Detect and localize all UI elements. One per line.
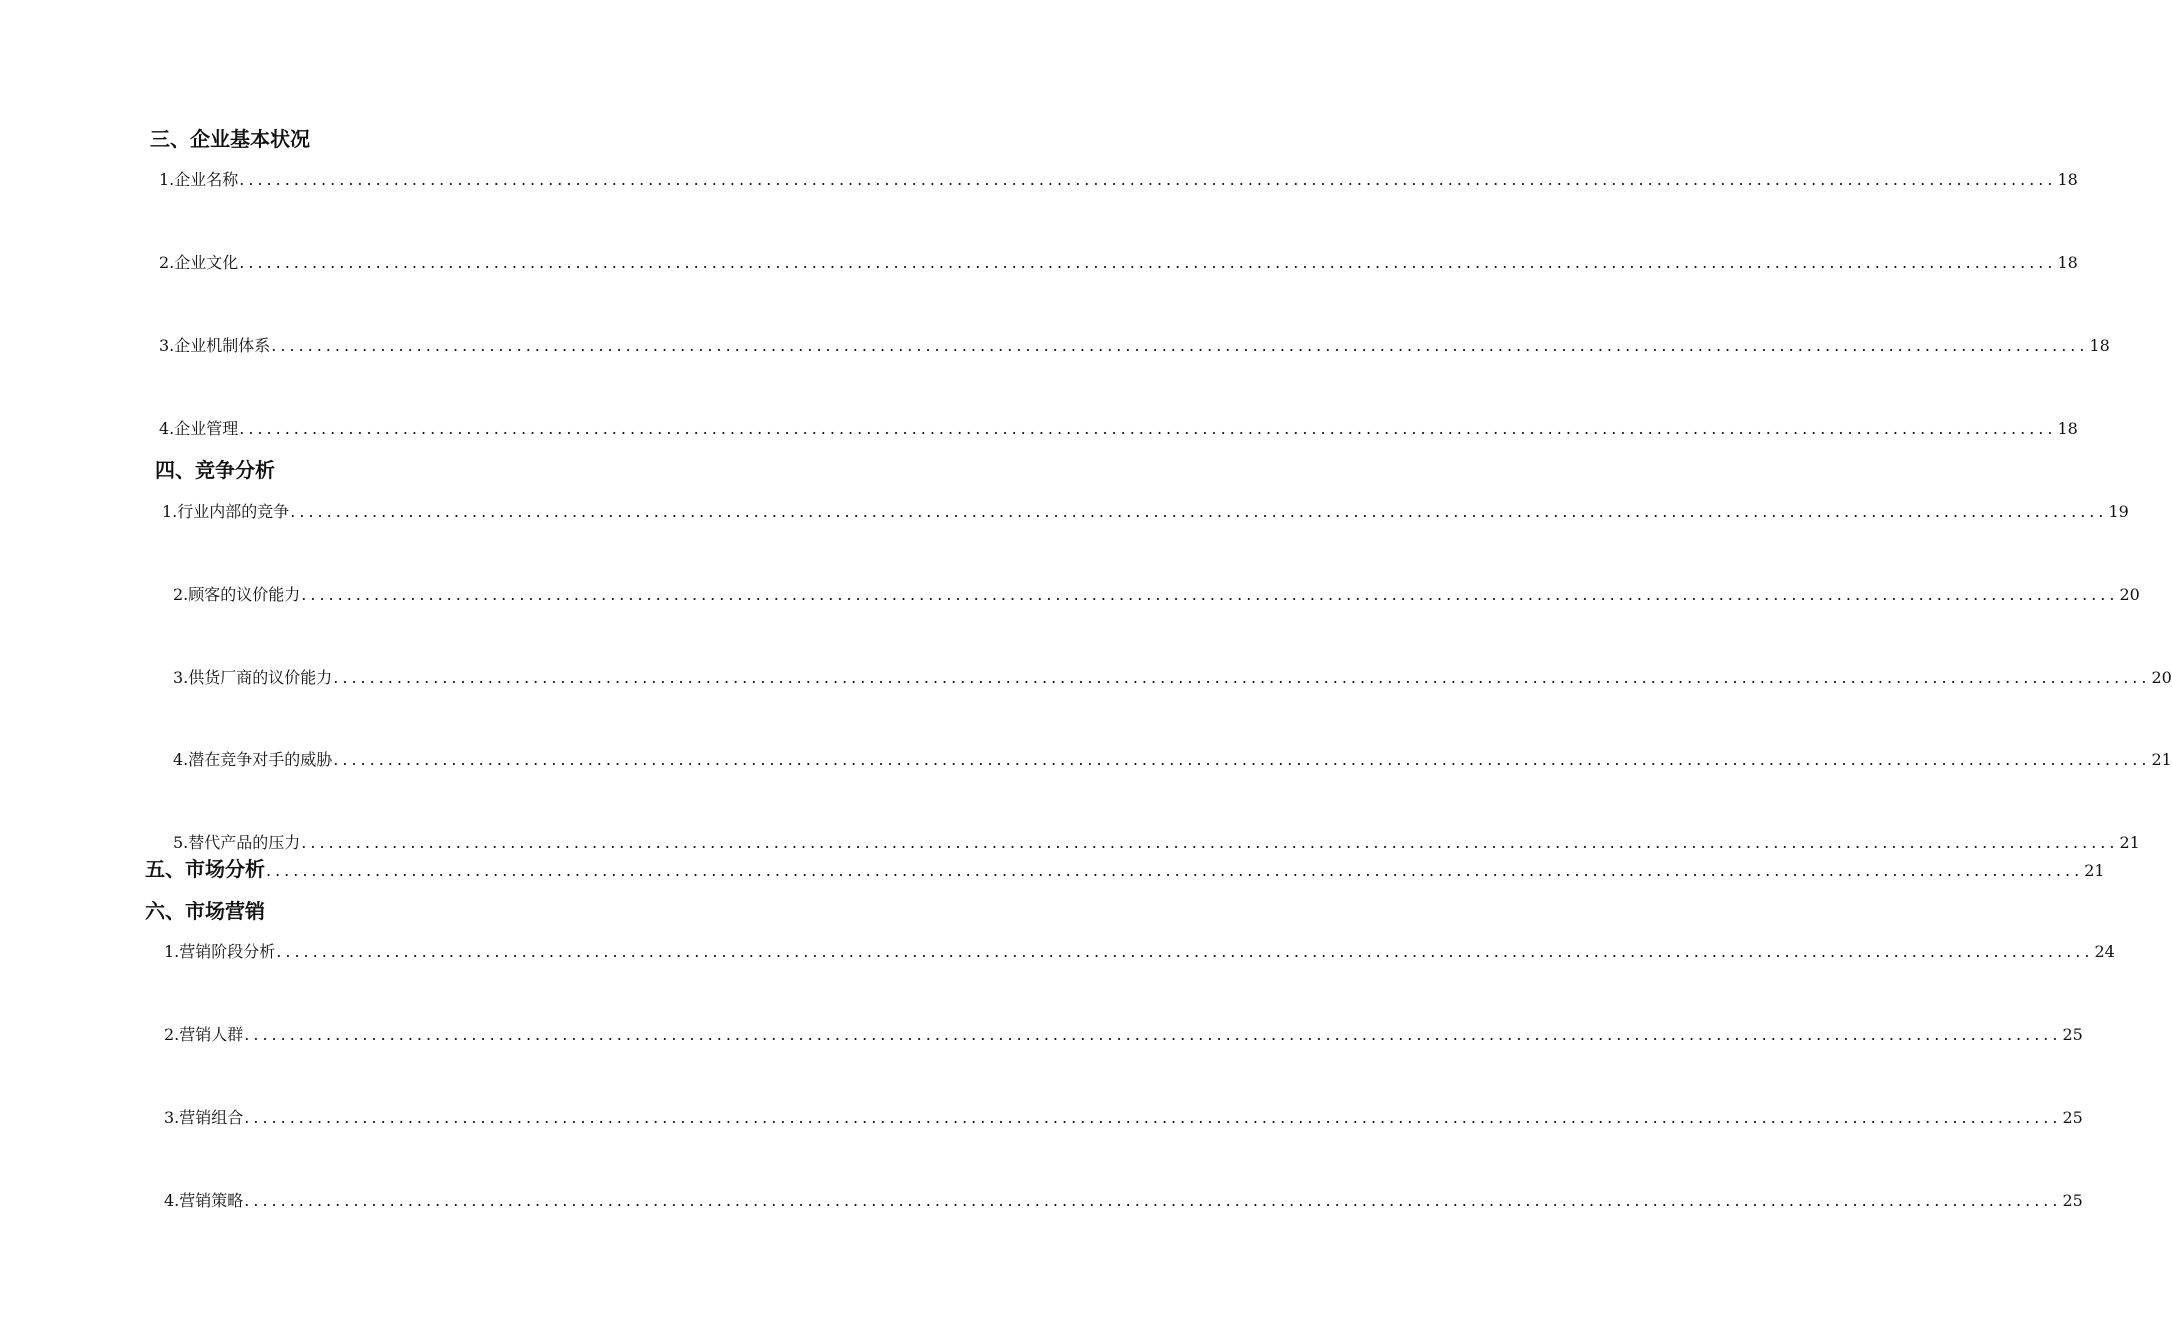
toc-entry-label: 4.营销策略: [164, 1191, 244, 1210]
toc-entry-page: 21: [2084, 861, 2105, 880]
toc-entry-page: 19: [2108, 502, 2129, 521]
section-heading-5: 五、市场分析: [145, 857, 265, 881]
toc-entry-page: 20: [2119, 585, 2140, 604]
toc-heading-entry-5[interactable]: [145, 856, 2105, 882]
dot-leader: ........................................................................................................................................................................................................: [266, 861, 2084, 880]
dot-leader: ........................................................................................................................................................................................................: [244, 1108, 2062, 1127]
toc-entry-label: 1.行业内部的竞争: [162, 502, 290, 521]
toc-entry[interactable]: [164, 1107, 2083, 1129]
toc-entry-page: 25: [2062, 1191, 2083, 1210]
dot-leader: ........................................................................................................................................................................................................: [239, 419, 2057, 438]
dot-leader: ........................................................................................................................................................................................................: [271, 336, 2089, 355]
section-heading-4: 四、竞争分析: [155, 458, 275, 482]
dot-leader: ........................................................................................................................................................................................................: [276, 942, 2094, 961]
toc-entry-label: 4.潜在竞争对手的威胁: [173, 750, 333, 769]
toc-entry-label: 3.供货厂商的议价能力: [173, 668, 333, 687]
toc-entry[interactable]: [164, 1190, 2083, 1212]
toc-entry[interactable]: [173, 667, 2172, 689]
dot-leader: ........................................................................................................................................................................................................: [244, 1025, 2062, 1044]
dot-leader: ........................................................................................................................................................................................................: [239, 170, 2057, 189]
toc-entry-page: 18: [2057, 419, 2078, 438]
dot-leader: ........................................................................................................................................................................................................: [244, 1191, 2062, 1210]
toc-entry-label: 1.企业名称: [159, 170, 239, 189]
toc-entry-page: 24: [2094, 942, 2115, 961]
toc-entry-page: 21: [2151, 750, 2172, 769]
section-heading-3: 三、企业基本状况: [150, 127, 310, 151]
toc-entry[interactable]: [162, 501, 2129, 523]
dot-leader: ........................................................................................................................................................................................................: [333, 668, 2151, 687]
toc-entry-page: 18: [2089, 336, 2110, 355]
toc-entry[interactable]: [173, 832, 2140, 854]
dot-leader: ........................................................................................................................................................................................................: [333, 750, 2151, 769]
toc-entry[interactable]: [173, 584, 2140, 606]
toc-entry[interactable]: [173, 749, 2172, 771]
toc-entry[interactable]: [164, 1024, 2083, 1046]
toc-entry-page: 20: [2151, 668, 2172, 687]
toc-entry[interactable]: [159, 169, 2078, 191]
toc-entry-label: 1.营销阶段分析: [164, 942, 276, 961]
toc-entry[interactable]: [164, 941, 2115, 963]
dot-leader: ........................................................................................................................................................................................................: [290, 502, 2108, 521]
toc-entry-page: 18: [2057, 170, 2078, 189]
toc-entry-label: 2.企业文化: [159, 253, 239, 272]
dot-leader: ........................................................................................................................................................................................................: [301, 585, 2119, 604]
dot-leader: ........................................................................................................................................................................................................: [301, 833, 2119, 852]
toc-entry[interactable]: [159, 335, 2110, 357]
toc-entry-label: 3.企业机制体系: [159, 336, 271, 355]
toc-entry-label: 2.营销人群: [164, 1025, 244, 1044]
toc-entry-page: 25: [2062, 1108, 2083, 1127]
toc-entry-page: 18: [2057, 253, 2078, 272]
dot-leader: ........................................................................................................................................................................................................: [239, 253, 2057, 272]
toc-entry-page: 21: [2119, 833, 2140, 852]
section-heading-6: 六、市场营销: [145, 899, 265, 923]
toc-entry-label: 3.营销组合: [164, 1108, 244, 1127]
toc-entry[interactable]: [159, 418, 2078, 440]
toc-entry[interactable]: [159, 252, 2078, 274]
toc-entry-label: 2.顾客的议价能力: [173, 585, 301, 604]
toc-entry-label: 4.企业管理: [159, 419, 239, 438]
toc-entry-page: 25: [2062, 1025, 2083, 1044]
toc-entry-label: 5.替代产品的压力: [173, 833, 301, 852]
